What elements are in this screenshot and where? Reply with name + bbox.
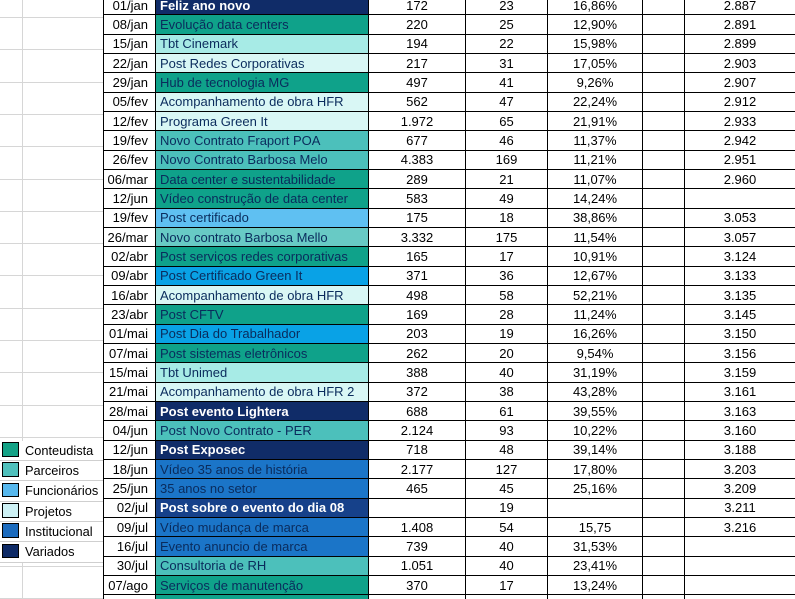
date-cell[interactable]: 29/jan [104, 73, 156, 92]
table-row [104, 54, 795, 73]
margin-hline [0, 49, 103, 50]
empty-cell[interactable] [643, 170, 685, 189]
views-cell[interactable]: 1.408 [369, 518, 466, 537]
date-cell[interactable]: 30/jul [104, 557, 156, 576]
date-cell[interactable]: 15/jan [104, 35, 156, 54]
empty-cell[interactable] [643, 595, 685, 599]
date-cell[interactable]: 02/abr [104, 247, 156, 266]
followers-cell[interactable]: 3.216 [685, 518, 795, 537]
post-name-cell[interactable]: Acompanhamento de obra HFR [156, 286, 369, 305]
category-label: Funcionários [25, 483, 99, 499]
category-label: Parceiros [25, 463, 80, 479]
margin-hline [0, 114, 103, 115]
views-cell[interactable]: 165 [369, 247, 466, 266]
post-name-cell[interactable]: Tbt Cinemark [156, 35, 369, 54]
likes-cell[interactable] [466, 595, 548, 599]
table-row [104, 344, 795, 363]
category-color-swatch [2, 523, 19, 538]
table-row [104, 267, 795, 286]
post-name-cell[interactable]: Data center e sustentabilidade [156, 170, 369, 189]
likes-cell[interactable]: 48 [466, 441, 548, 460]
margin-hline [0, 146, 103, 147]
date-cell[interactable]: 15/mai [104, 363, 156, 382]
margin-hline [0, 211, 103, 212]
empty-cell[interactable] [643, 15, 685, 34]
post-name-cell[interactable]: 35 anos no setor [156, 479, 369, 498]
empty-cell[interactable] [643, 537, 685, 556]
date-cell[interactable]: 26/mar [104, 228, 156, 247]
posts-table [103, 0, 795, 599]
post-name-cell[interactable]: Evento anuncio de marca [156, 537, 369, 556]
followers-cell[interactable]: 3.124 [685, 247, 795, 266]
empty-cell[interactable] [643, 441, 685, 460]
date-cell[interactable]: 23/abr [104, 305, 156, 324]
empty-cell[interactable] [643, 54, 685, 73]
views-cell[interactable]: 1.972 [369, 112, 466, 131]
views-cell[interactable]: 4.383 [369, 151, 466, 170]
likes-cell[interactable]: 18 [466, 209, 548, 228]
date-cell[interactable]: 04/jun [104, 421, 156, 440]
followers-cell[interactable]: 2.912 [685, 93, 795, 112]
empty-cell[interactable] [643, 325, 685, 344]
likes-cell[interactable]: 46 [466, 131, 548, 150]
date-cell[interactable]: 12/fev [104, 112, 156, 131]
engagement-cell[interactable]: 11,07% [548, 170, 643, 189]
margin-hline [0, 179, 103, 180]
views-cell[interactable]: 1.051 [369, 557, 466, 576]
empty-cell[interactable] [643, 518, 685, 537]
engagement-cell[interactable]: 15,75 [548, 518, 643, 537]
margin-hline [0, 82, 103, 83]
engagement-cell[interactable]: 22,24% [548, 93, 643, 112]
likes-cell[interactable]: 65 [466, 112, 548, 131]
legend-item[interactable] [0, 461, 103, 481]
views-cell[interactable]: 175 [369, 209, 466, 228]
date-cell[interactable]: 19/fev [104, 131, 156, 150]
category-legend [0, 441, 103, 563]
engagement-cell[interactable]: 10,91% [548, 247, 643, 266]
empty-cell[interactable] [643, 557, 685, 576]
engagement-cell[interactable]: 17,05% [548, 54, 643, 73]
date-cell[interactable]: 12/jun [104, 441, 156, 460]
table-row [104, 93, 795, 112]
likes-cell[interactable]: 93 [466, 421, 548, 440]
followers-cell[interactable]: 3.156 [685, 344, 795, 363]
engagement-cell[interactable]: 13,24% [548, 576, 643, 595]
empty-cell[interactable] [643, 305, 685, 324]
followers-cell[interactable]: 3.150 [685, 325, 795, 344]
views-cell[interactable]: 370 [369, 576, 466, 595]
likes-cell[interactable]: 31 [466, 54, 548, 73]
table-row [104, 209, 795, 228]
table-row [104, 537, 795, 556]
table-row [104, 112, 795, 131]
legend-item[interactable] [0, 441, 103, 461]
views-cell[interactable]: 2.177 [369, 460, 466, 479]
table-row [104, 518, 795, 537]
engagement-cell[interactable]: 16,26% [548, 325, 643, 344]
engagement-cell[interactable]: 10,22% [548, 421, 643, 440]
engagement-cell[interactable]: 11,24% [548, 305, 643, 324]
post-name-cell[interactable]: Novo contrato Barbosa Mello [156, 228, 369, 247]
likes-cell[interactable]: 23 [466, 0, 548, 15]
date-cell[interactable]: 08/jan [104, 15, 156, 34]
engagement-cell[interactable]: 31,53% [548, 537, 643, 556]
margin-hline [0, 405, 103, 406]
views-cell[interactable]: 217 [369, 54, 466, 73]
views-cell[interactable]: 739 [369, 537, 466, 556]
legend-item[interactable] [0, 542, 103, 562]
category-label: Variados [25, 544, 75, 560]
views-cell[interactable]: 3.332 [369, 228, 466, 247]
likes-cell[interactable]: 61 [466, 402, 548, 421]
followers-cell[interactable]: 2.960 [685, 170, 795, 189]
likes-cell[interactable]: 19 [466, 325, 548, 344]
followers-cell[interactable] [685, 189, 795, 208]
table-row [104, 363, 795, 382]
followers-cell[interactable]: 2.907 [685, 73, 795, 92]
date-cell[interactable]: 22/jan [104, 54, 156, 73]
engagement-cell[interactable]: 15,98% [548, 35, 643, 54]
followers-cell[interactable]: 3.057 [685, 228, 795, 247]
followers-cell[interactable]: 2.933 [685, 112, 795, 131]
table-row [104, 131, 795, 150]
engagement-cell[interactable]: 52,21% [548, 286, 643, 305]
empty-cell[interactable] [643, 421, 685, 440]
followers-cell[interactable]: 3.133 [685, 267, 795, 286]
post-name-cell[interactable]: Post Exposec [156, 441, 369, 460]
views-cell[interactable]: 583 [369, 189, 466, 208]
margin-hline [0, 340, 103, 341]
likes-cell[interactable]: 40 [466, 363, 548, 382]
margin-hline [0, 437, 103, 438]
views-cell[interactable]: 498 [369, 286, 466, 305]
views-cell[interactable]: 203 [369, 325, 466, 344]
likes-cell[interactable]: 175 [466, 228, 548, 247]
post-name-cell[interactable]: Novo Contrato Barbosa Melo [156, 151, 369, 170]
post-name-cell[interactable] [156, 595, 369, 599]
views-cell[interactable]: 718 [369, 441, 466, 460]
margin-hline [0, 372, 103, 373]
empty-cell[interactable] [643, 189, 685, 208]
date-cell[interactable]: 25/jun [104, 479, 156, 498]
post-name-cell[interactable]: Post Novo Contrato - PER [156, 421, 369, 440]
date-cell[interactable]: 01/jan [104, 0, 156, 15]
category-color-swatch [2, 544, 19, 559]
empty-cell[interactable] [643, 460, 685, 479]
empty-cell[interactable] [643, 576, 685, 595]
table-row [104, 479, 795, 498]
date-cell[interactable]: 19/fev [104, 209, 156, 228]
followers-cell[interactable]: 3.188 [685, 441, 795, 460]
engagement-cell[interactable]: 17,80% [548, 460, 643, 479]
date-cell[interactable]: 01/mai [104, 325, 156, 344]
post-name-cell[interactable]: Post Certificado Green It [156, 267, 369, 286]
date-cell[interactable]: 07/mai [104, 344, 156, 363]
post-name-cell[interactable]: Serviços de manutenção [156, 576, 369, 595]
views-cell[interactable]: 172 [369, 0, 466, 15]
likes-cell[interactable]: 17 [466, 247, 548, 266]
engagement-cell[interactable]: 11,21% [548, 151, 643, 170]
likes-cell[interactable]: 40 [466, 557, 548, 576]
legend-item[interactable] [0, 522, 103, 542]
likes-cell[interactable]: 22 [466, 35, 548, 54]
followers-cell[interactable]: 2.903 [685, 54, 795, 73]
post-name-cell[interactable]: Hub de tecnologia MG [156, 73, 369, 92]
post-name-cell[interactable]: Evolução data centers [156, 15, 369, 34]
empty-cell[interactable] [643, 247, 685, 266]
likes-cell[interactable]: 49 [466, 189, 548, 208]
likes-cell[interactable]: 127 [466, 460, 548, 479]
margin-hline [0, 308, 103, 309]
table-row [104, 228, 795, 247]
table-row [104, 0, 795, 15]
empty-cell[interactable] [643, 344, 685, 363]
followers-cell[interactable]: 3.159 [685, 363, 795, 382]
table-row [104, 286, 795, 305]
engagement-cell[interactable]: 9,54% [548, 344, 643, 363]
category-label: Projetos [25, 503, 72, 519]
followers-cell[interactable]: 2.942 [685, 131, 795, 150]
empty-cell[interactable] [643, 73, 685, 92]
followers-cell[interactable]: 3.211 [685, 499, 795, 518]
empty-cell[interactable] [643, 267, 685, 286]
post-name-cell[interactable]: Vídeo 35 anos de história [156, 460, 369, 479]
views-cell[interactable]: 497 [369, 73, 466, 92]
table-row [104, 402, 795, 421]
likes-cell[interactable]: 40 [466, 537, 548, 556]
likes-cell[interactable]: 21 [466, 170, 548, 189]
date-cell[interactable]: 18/jun [104, 460, 156, 479]
post-name-cell[interactable]: Post serviços redes corporativas [156, 247, 369, 266]
date-cell[interactable]: 28/mai [104, 402, 156, 421]
date-cell[interactable]: 12/jun [104, 189, 156, 208]
post-name-cell[interactable]: Post Redes Corporativas [156, 54, 369, 73]
followers-cell[interactable]: 2.891 [685, 15, 795, 34]
post-name-cell[interactable]: Feliz ano novo [156, 0, 369, 15]
category-color-swatch [2, 503, 19, 518]
views-cell[interactable]: 465 [369, 479, 466, 498]
followers-cell[interactable]: 3.203 [685, 460, 795, 479]
empty-cell[interactable] [643, 363, 685, 382]
likes-cell[interactable]: 28 [466, 305, 548, 324]
views-cell[interactable]: 372 [369, 383, 466, 402]
empty-cell[interactable] [643, 286, 685, 305]
engagement-cell[interactable]: 12,67% [548, 267, 643, 286]
followers-cell[interactable]: 2.899 [685, 35, 795, 54]
post-name-cell[interactable]: Post Dia do Trabalhador [156, 325, 369, 344]
engagement-cell[interactable] [548, 499, 643, 518]
followers-cell[interactable] [685, 537, 795, 556]
empty-cell[interactable] [643, 131, 685, 150]
date-cell[interactable]: 07/ago [104, 576, 156, 595]
table-row [104, 460, 795, 479]
followers-cell[interactable]: 3.145 [685, 305, 795, 324]
likes-cell[interactable]: 17 [466, 576, 548, 595]
followers-cell[interactable]: 3.053 [685, 209, 795, 228]
table-row [104, 441, 795, 460]
table-row [104, 170, 795, 189]
date-cell[interactable]: 26/fev [104, 151, 156, 170]
engagement-cell[interactable]: 31,19% [548, 363, 643, 382]
engagement-cell[interactable]: 39,14% [548, 441, 643, 460]
views-cell[interactable] [369, 499, 466, 518]
views-cell[interactable]: 677 [369, 131, 466, 150]
date-cell[interactable]: 09/abr [104, 267, 156, 286]
date-cell[interactable]: 09/jul [104, 518, 156, 537]
post-name-cell[interactable]: Consultoria de RH [156, 557, 369, 576]
post-name-cell[interactable]: Post sobre o evento do dia 08 [156, 499, 369, 518]
margin-hline [0, 275, 103, 276]
table-row [104, 383, 795, 402]
empty-cell[interactable] [643, 209, 685, 228]
views-cell[interactable]: 371 [369, 267, 466, 286]
followers-cell[interactable]: 2.951 [685, 151, 795, 170]
empty-cell[interactable] [643, 151, 685, 170]
category-label: Conteudista [25, 442, 94, 458]
likes-cell[interactable]: 38 [466, 383, 548, 402]
post-name-cell[interactable]: Tbt Unimed [156, 363, 369, 382]
engagement-cell[interactable]: 11,54% [548, 228, 643, 247]
table-row [104, 576, 795, 595]
engagement-cell[interactable]: 11,37% [548, 131, 643, 150]
date-cell[interactable]: 16/abr [104, 286, 156, 305]
views-cell[interactable]: 562 [369, 93, 466, 112]
followers-cell[interactable]: 3.135 [685, 286, 795, 305]
engagement-cell[interactable]: 38,86% [548, 209, 643, 228]
followers-cell[interactable] [685, 595, 795, 599]
views-cell[interactable]: 220 [369, 15, 466, 34]
empty-cell[interactable] [643, 228, 685, 247]
engagement-cell[interactable]: 25,16% [548, 479, 643, 498]
empty-cell[interactable] [643, 499, 685, 518]
category-color-swatch [2, 442, 19, 457]
followers-cell[interactable] [685, 576, 795, 595]
engagement-cell[interactable]: 9,26% [548, 73, 643, 92]
views-cell[interactable]: 688 [369, 402, 466, 421]
table-row [104, 557, 795, 576]
empty-cell[interactable] [643, 479, 685, 498]
views-cell[interactable]: 194 [369, 35, 466, 54]
empty-cell[interactable] [643, 93, 685, 112]
engagement-cell[interactable]: 39,55% [548, 402, 643, 421]
engagement-cell[interactable] [548, 595, 643, 599]
followers-cell[interactable]: 3.209 [685, 479, 795, 498]
table-row [104, 305, 795, 324]
likes-cell[interactable]: 47 [466, 93, 548, 112]
margin-hline [0, 17, 103, 18]
likes-cell[interactable]: 45 [466, 479, 548, 498]
table-row [104, 247, 795, 266]
table-row [104, 73, 795, 92]
table-row [104, 15, 795, 34]
views-cell[interactable]: 289 [369, 170, 466, 189]
likes-cell[interactable]: 54 [466, 518, 548, 537]
likes-cell[interactable]: 25 [466, 15, 548, 34]
category-label: Institucional [25, 524, 93, 540]
followers-cell[interactable]: 3.160 [685, 421, 795, 440]
followers-cell[interactable]: 3.163 [685, 402, 795, 421]
date-cell[interactable]: 06/mar [104, 170, 156, 189]
table-row [104, 151, 795, 170]
legend-item[interactable] [0, 502, 103, 522]
followers-cell[interactable]: 2.887 [685, 0, 795, 15]
post-name-cell[interactable]: Post CFTV [156, 305, 369, 324]
engagement-cell[interactable]: 12,90% [548, 15, 643, 34]
engagement-cell[interactable]: 43,28% [548, 383, 643, 402]
engagement-cell[interactable]: 23,41% [548, 557, 643, 576]
empty-cell[interactable] [643, 35, 685, 54]
date-cell[interactable]: 02/jul [104, 499, 156, 518]
post-name-cell[interactable]: Acompanhamento de obra HFR 2 [156, 383, 369, 402]
post-name-cell[interactable]: Acompanhamento de obra HFR [156, 93, 369, 112]
table-row [104, 421, 795, 440]
date-cell[interactable] [104, 595, 156, 599]
views-cell[interactable]: 388 [369, 363, 466, 382]
table-row [104, 325, 795, 344]
table-row [104, 35, 795, 54]
followers-cell[interactable] [685, 557, 795, 576]
empty-cell[interactable] [643, 383, 685, 402]
post-name-cell[interactable]: Vídeo construção de data center [156, 189, 369, 208]
post-name-cell[interactable]: Programa Green It [156, 112, 369, 131]
margin-hline [0, 566, 103, 567]
views-cell[interactable]: 262 [369, 344, 466, 363]
post-name-cell[interactable]: Post certificado [156, 209, 369, 228]
views-cell[interactable]: 169 [369, 305, 466, 324]
empty-cell[interactable] [643, 0, 685, 15]
views-cell[interactable]: 2.124 [369, 421, 466, 440]
date-cell[interactable]: 21/mai [104, 383, 156, 402]
empty-cell[interactable] [643, 402, 685, 421]
likes-cell[interactable]: 169 [466, 151, 548, 170]
likes-cell[interactable]: 19 [466, 499, 548, 518]
likes-cell[interactable]: 58 [466, 286, 548, 305]
table-row [104, 499, 795, 518]
likes-cell[interactable]: 36 [466, 267, 548, 286]
post-name-cell[interactable]: Post sistemas eletrônicos [156, 344, 369, 363]
margin-hline [0, 243, 103, 244]
category-color-swatch [2, 483, 19, 498]
table-row [104, 595, 795, 599]
date-cell[interactable]: 16/jul [104, 537, 156, 556]
date-cell[interactable]: 05/fev [104, 93, 156, 112]
engagement-cell[interactable]: 21,91% [548, 112, 643, 131]
post-name-cell[interactable]: Novo Contrato Fraport POA [156, 131, 369, 150]
views-cell[interactable] [369, 595, 466, 599]
followers-cell[interactable]: 3.161 [685, 383, 795, 402]
empty-cell[interactable] [643, 112, 685, 131]
legend-item[interactable] [0, 481, 103, 501]
post-name-cell[interactable]: Post evento Lightera [156, 402, 369, 421]
post-name-cell[interactable]: Vídeo mudança de marca [156, 518, 369, 537]
category-color-swatch [2, 462, 19, 477]
engagement-cell[interactable]: 14,24% [548, 189, 643, 208]
engagement-cell[interactable]: 16,86% [548, 0, 643, 15]
table-row [104, 189, 795, 208]
likes-cell[interactable]: 41 [466, 73, 548, 92]
likes-cell[interactable]: 20 [466, 344, 548, 363]
